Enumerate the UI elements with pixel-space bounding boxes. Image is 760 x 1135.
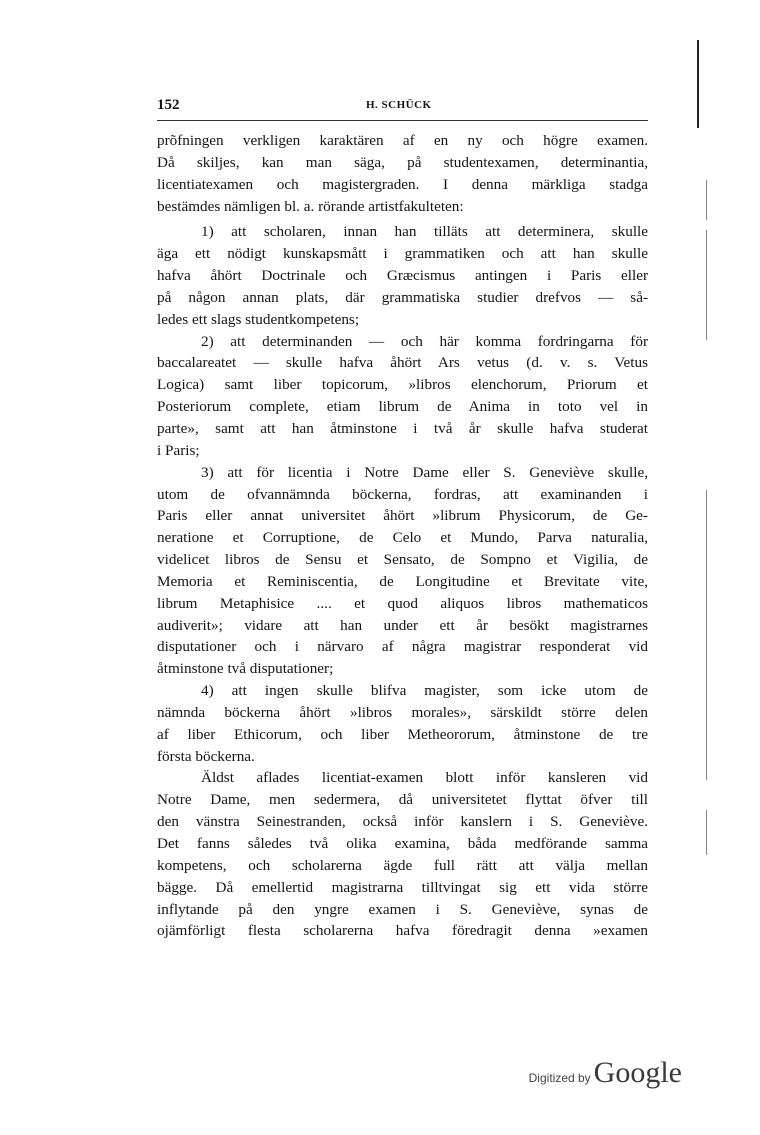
text-line: licentiatexamen och magistergraden. I denna märkliga stadga xyxy=(157,175,648,193)
text-line: Memoria et Reminiscentia, de Longitudine et Brevitate vite, xyxy=(157,572,648,590)
text-line: Logica) samt liber topicorum, »libros elenchorum, Priorum et xyxy=(157,376,648,394)
text-line: hafva åhört Doctrinale och Græcismus antingen i Paris eller xyxy=(157,267,648,285)
header-rule xyxy=(157,120,648,121)
text-line: parte», samt att han åtminstone i två år skulle hafva studerat xyxy=(157,419,648,437)
scan-edge-mark xyxy=(697,40,699,128)
text-line: första böckerna. xyxy=(157,747,255,765)
text-line: ledes ett slags studentkompetens; xyxy=(157,310,360,328)
scan-edge-mark xyxy=(706,180,707,220)
text-line: nämnda böckerna åhört »libros morales», särskildt större delen xyxy=(157,703,648,721)
text-line: Paris eller annat universitet åhört »librum Physicorum, de Ge- xyxy=(157,507,648,525)
text-line: audiverit»; vidare att han under ett år besökt magistrarnes xyxy=(157,616,648,634)
text-line: librum Metaphisice .... et quod aliquos libros mathematicos xyxy=(157,594,648,612)
text-line: neratione et Corruptione, de Celo et Mundo, Parva naturalia, xyxy=(157,529,648,547)
text-line: Notre Dame, men sedermera, då universitetet flyttat öfver till xyxy=(157,791,648,809)
text-line: bägge. Då emellertid magistrarna tilltvingat sig ett vida större xyxy=(157,878,648,896)
text-line: bestämdes nämligen bl. a. rörande artistfakulteten: xyxy=(157,197,464,215)
text-line: Då skiljes, kan man säga, på studentexamen, determinantia, xyxy=(157,153,648,171)
text-line: Det fanns således två olika examina, båda medförande samma xyxy=(157,835,648,852)
text-line: baccalareatet — skulle hafva åhört Ars vetus (d. v. s. Vetus xyxy=(157,354,648,372)
body-text xyxy=(157,130,648,942)
google-watermark xyxy=(529,1056,682,1090)
scan-edge-mark xyxy=(706,490,707,780)
scan-edge-mark xyxy=(706,810,707,855)
text-line: inflytande på den yngre examen i S. Geneviève, synas de xyxy=(157,900,648,918)
text-line: af liber Ethicorum, och liber Metheororum, åtminstone de tre xyxy=(157,725,648,743)
text-line: i Paris; xyxy=(157,441,200,459)
text-line: ojämförligt flesta scholarerna hafva föredragit denna »examen xyxy=(157,922,648,940)
text-line: disputationer och i närvaro af några magistrar responderat vid xyxy=(157,638,648,656)
text-line: utom de ofvannämnda böckerna, fordras, att examinanden i xyxy=(157,485,648,503)
text-line: på någon annan plats, där grammatiska studier drefvos — så- xyxy=(157,288,648,306)
text-line: Posteriorum complete, etiam librum de Anima in toto vel in xyxy=(157,398,648,416)
text-line: 3) att för licentia i Notre Dame eller S. Geneviève skulle, xyxy=(201,463,648,481)
text-line: 1) att scholaren, innan han tilläts att determinera, skulle xyxy=(201,223,648,241)
text-line: Äldst aflades licentiat-examen blott inför kansleren vid xyxy=(201,769,648,787)
running-head: H. SCHÜCK xyxy=(366,99,432,111)
digitized-by-label: Digitized by xyxy=(528,1071,591,1085)
text-line: äga ett nödigt kunskapsmått i grammatiken och att han skulle xyxy=(157,245,648,263)
text-line: 2) att determinanden — och här komma fordringarna för xyxy=(201,332,648,350)
text-line: prõfningen verkligen karaktären af en ny och högre examen. xyxy=(157,132,648,149)
text-line: videlicet libros de Sensu et Sensato, de Sompno et Vigilia, de xyxy=(157,551,648,569)
text-line: 4) att ingen skulle blifva magister, som icke utom de xyxy=(201,682,648,700)
google-logo: Google xyxy=(593,1056,682,1089)
page-number: 152 xyxy=(157,97,180,113)
scan-edge-mark xyxy=(706,230,707,340)
text-line: den vänstra Seinestranden, också inför kanslern i S. Geneviève. xyxy=(157,813,648,831)
text-line: kompetens, och scholarerna ägde full rätt att välja mellan xyxy=(157,856,648,874)
text-line: åtminstone två disputationer; xyxy=(157,660,334,678)
